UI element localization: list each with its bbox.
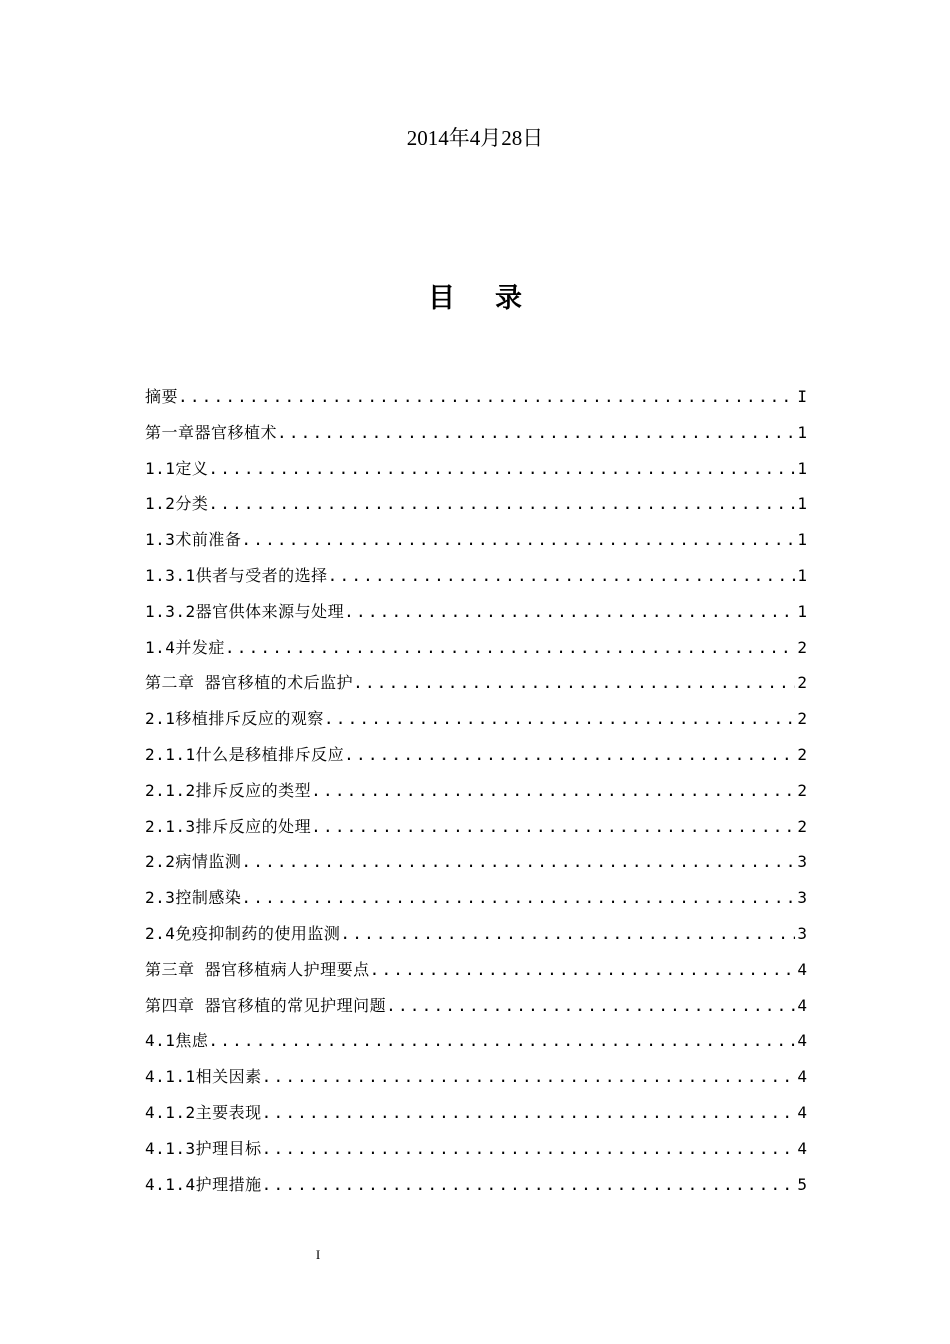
toc-entry-page: 1 xyxy=(797,565,807,585)
toc-title-char: 录 xyxy=(495,283,522,314)
toc-entry[interactable] xyxy=(145,809,807,845)
toc-leader-dots xyxy=(340,916,795,952)
toc-leader-dots xyxy=(208,486,795,522)
toc-entry[interactable] xyxy=(145,486,807,522)
toc-entry-page: 3 xyxy=(797,852,807,872)
toc-leader-dots xyxy=(311,773,795,809)
toc-entry-page: 1 xyxy=(797,494,807,514)
toc-leader-dots xyxy=(241,844,795,880)
toc-leader-dots xyxy=(370,952,796,988)
toc-title xyxy=(0,276,950,315)
toc-leader-dots xyxy=(241,522,795,558)
toc-entry-page: 2 xyxy=(797,673,807,693)
toc-leader-dots xyxy=(225,630,795,666)
toc-leader-dots xyxy=(353,665,795,701)
toc-entry-page: 4 xyxy=(797,959,807,979)
toc-entry-page: 4 xyxy=(797,995,807,1015)
table-of-contents xyxy=(145,379,807,1202)
toc-entry-label: 第三章 器官移植病人护理要点 xyxy=(145,959,370,979)
toc-entry[interactable] xyxy=(145,737,807,773)
toc-entry[interactable] xyxy=(145,1095,807,1131)
toc-title-char: 目 xyxy=(428,283,455,314)
toc-entry[interactable] xyxy=(145,844,807,880)
toc-entry[interactable] xyxy=(145,701,807,737)
toc-entry-label: 1.3.1供者与受者的选择 xyxy=(145,565,328,585)
toc-entry[interactable] xyxy=(145,451,807,487)
toc-entry[interactable] xyxy=(145,952,807,988)
toc-entry[interactable] xyxy=(145,558,807,594)
document-date: 2014年4月28日 xyxy=(406,126,544,150)
toc-leader-dots xyxy=(311,809,795,845)
toc-entry-page: 2 xyxy=(797,709,807,729)
toc-leader-dots xyxy=(344,594,795,630)
toc-leader-dots xyxy=(208,451,795,487)
toc-entry[interactable] xyxy=(145,665,807,701)
toc-entry-label: 第四章 器官移植的常见护理问题 xyxy=(145,995,387,1015)
toc-entry[interactable] xyxy=(145,379,807,415)
toc-entry-label: 1.4并发症 xyxy=(145,637,225,657)
toc-entry[interactable] xyxy=(145,1167,807,1203)
toc-entry-page: 2 xyxy=(797,744,807,764)
toc-entry[interactable] xyxy=(145,415,807,451)
toc-entry-label: 1.2分类 xyxy=(145,494,209,514)
toc-entry-page: 4 xyxy=(797,1102,807,1122)
toc-entry-label: 2.1.2排斥反应的类型 xyxy=(145,780,312,800)
toc-entry-label: 4.1焦虑 xyxy=(145,1031,209,1051)
toc-entry-label: 2.1移植排斥反应的观察 xyxy=(145,709,324,729)
toc-entry-label: 4.1.1相关因素 xyxy=(145,1067,262,1087)
toc-entry-label: 2.2病情监测 xyxy=(145,852,242,872)
toc-entry-label: 1.3.2器官供体来源与处理 xyxy=(145,601,345,621)
toc-entry[interactable] xyxy=(145,880,807,916)
toc-entry-page: 2 xyxy=(797,816,807,836)
toc-entry-page: 2 xyxy=(797,637,807,657)
toc-entry-label: 4.1.4护理措施 xyxy=(145,1174,262,1194)
toc-entry-label: 1.1定义 xyxy=(145,458,209,478)
toc-entry-label: 1.3术前准备 xyxy=(145,530,242,550)
toc-entry-label: 第一章器官移植术 xyxy=(145,422,278,442)
toc-leader-dots xyxy=(277,415,795,451)
page-number: I xyxy=(315,1247,321,1262)
toc-entry-label: 4.1.2主要表现 xyxy=(145,1102,262,1122)
toc-entry[interactable] xyxy=(145,1023,807,1059)
toc-leader-dots xyxy=(344,737,795,773)
toc-leader-dots xyxy=(262,1095,796,1131)
toc-leader-dots xyxy=(324,701,795,737)
toc-entry[interactable] xyxy=(145,630,807,666)
toc-entry-page: 1 xyxy=(797,530,807,550)
toc-leader-dots xyxy=(208,1023,795,1059)
toc-leader-dots xyxy=(386,988,795,1024)
toc-entry[interactable] xyxy=(145,594,807,630)
toc-entry[interactable] xyxy=(145,988,807,1024)
toc-leader-dots xyxy=(241,880,795,916)
toc-entry[interactable] xyxy=(145,1131,807,1167)
toc-entry[interactable] xyxy=(145,1059,807,1095)
toc-entry-label: 第二章 器官移植的术后监护 xyxy=(145,673,354,693)
toc-entry-label: 4.1.3护理目标 xyxy=(145,1138,262,1158)
toc-entry-page: 5 xyxy=(797,1174,807,1194)
toc-entry-page: 3 xyxy=(797,888,807,908)
toc-leader-dots xyxy=(328,558,796,594)
toc-entry-page: 1 xyxy=(797,458,807,478)
toc-entry-page: 1 xyxy=(797,601,807,621)
toc-leader-dots xyxy=(262,1131,796,1167)
toc-entry[interactable] xyxy=(145,773,807,809)
toc-entry-page: 2 xyxy=(797,780,807,800)
toc-entry-label: 2.4免疫抑制药的使用监测 xyxy=(145,923,341,943)
toc-entry-page: 4 xyxy=(797,1067,807,1087)
toc-entry-page: 3 xyxy=(797,923,807,943)
toc-entry[interactable] xyxy=(145,916,807,952)
toc-leader-dots xyxy=(178,379,795,415)
toc-entry-page: 4 xyxy=(797,1138,807,1158)
toc-entry-label: 2.3控制感染 xyxy=(145,888,242,908)
toc-entry-label: 摘要 xyxy=(145,387,179,406)
toc-entry-label: 2.1.3排斥反应的处理 xyxy=(145,816,312,836)
toc-entry-page: 1 xyxy=(797,422,807,442)
toc-entry[interactable] xyxy=(145,522,807,558)
toc-entry-label: 2.1.1什么是移植排斥反应 xyxy=(145,744,345,764)
toc-leader-dots xyxy=(262,1167,796,1203)
toc-entry-page: 4 xyxy=(797,1031,807,1051)
toc-leader-dots xyxy=(262,1059,796,1095)
toc-entry-page: I xyxy=(797,387,807,406)
